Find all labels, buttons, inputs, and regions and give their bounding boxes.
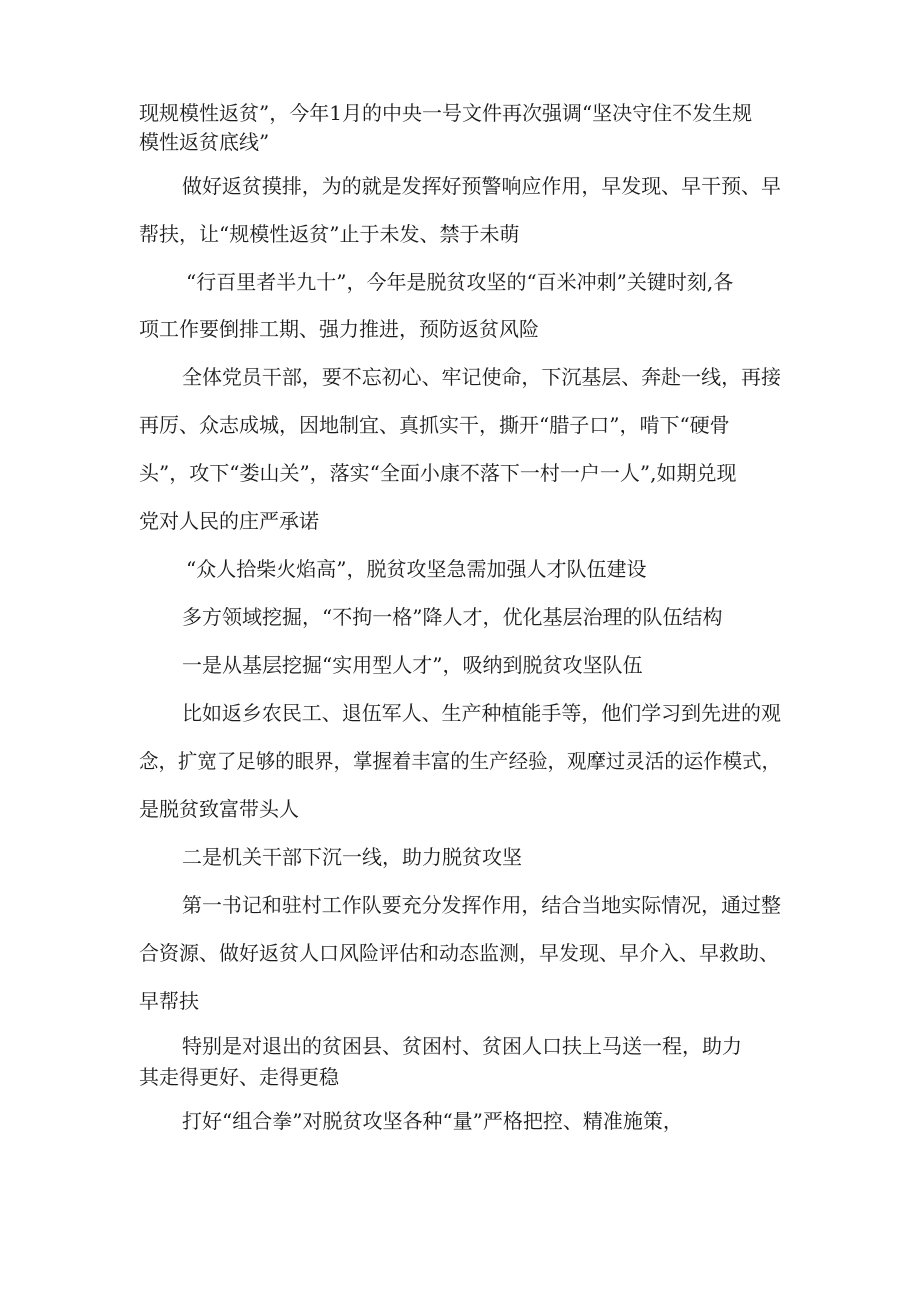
text-line: 特别是对退出的贫困县、贫困村、贫困人口扶上马送一程，助力 <box>182 1034 742 1058</box>
text-line: 多方领域挖掘，“不拘一格”降人才，优化基层治理的队伍结构 <box>182 605 723 629</box>
text-line: 党对人民的庄严承诺 <box>139 509 319 533</box>
text-line: 现规模性返贫”，今年1月的中央一号文件再次强调“坚决守住不发生规 <box>139 101 753 125</box>
text-line: 比如返乡农民工、退伍军人、生产种植能手等，他们学习到先进的观 <box>182 701 781 725</box>
text-line: 全体党员干部，要不忘初心、牢记使命，下沉基层、奔赴一线，再接 <box>182 365 781 389</box>
text-line: 念，扩宽了足够的眼界，掌握着丰富的生产经验，观摩过灵活的运作模式， <box>139 749 781 773</box>
text-line: 头”，攻下“娄山关”，落实“全面小康不落下一村一户一人”,如期兑现 <box>139 461 737 485</box>
text-line: 合资源、做好返贫人口风险评估和动态监测，早发现、早介入、早救助、 <box>139 941 779 965</box>
text-line: 第一书记和驻村工作队要充分发挥作用，结合当地实际情况，通过整 <box>182 893 781 917</box>
text-line: 其走得更好、走得更稳 <box>139 1065 339 1089</box>
text-line: 是脱贫致富带头人 <box>139 797 299 821</box>
text-line: 帮扶，让“规模性返贫”止于未发、禁于未萌 <box>139 222 520 246</box>
text-line: “众人拾柴火焰高”，脱贫攻坚急需加强人才队伍建设 <box>186 557 647 581</box>
text-line: 一是从基层挖掘“实用型人才”，吸纳到脱贫攻坚队伍 <box>182 653 643 677</box>
text-line: 二是机关干部下沉一线，助力脱贫攻坚 <box>182 845 522 869</box>
text-line: 打好“组合拳”对脱贫攻坚各种“量”严格把控、精准施策， <box>182 1109 683 1133</box>
text-line: 再厉、众志成城，因地制宜、真抓实干，撕开“腊子口”，啃下“硬骨 <box>139 413 730 437</box>
text-line: “行百里者半九十”，今年是脱贫攻坚的“百米冲刺”关键时刻,各 <box>186 270 734 294</box>
text-line: 早帮扶 <box>139 989 199 1013</box>
text-line: 模性返贫底线” <box>139 130 270 154</box>
text-line: 做好返贫摸排，为的就是发挥好预警响应作用，早发现、早干预、早 <box>182 174 781 198</box>
text-line: 项工作要倒排工期、强力推进，预防返贫风险 <box>139 317 539 341</box>
